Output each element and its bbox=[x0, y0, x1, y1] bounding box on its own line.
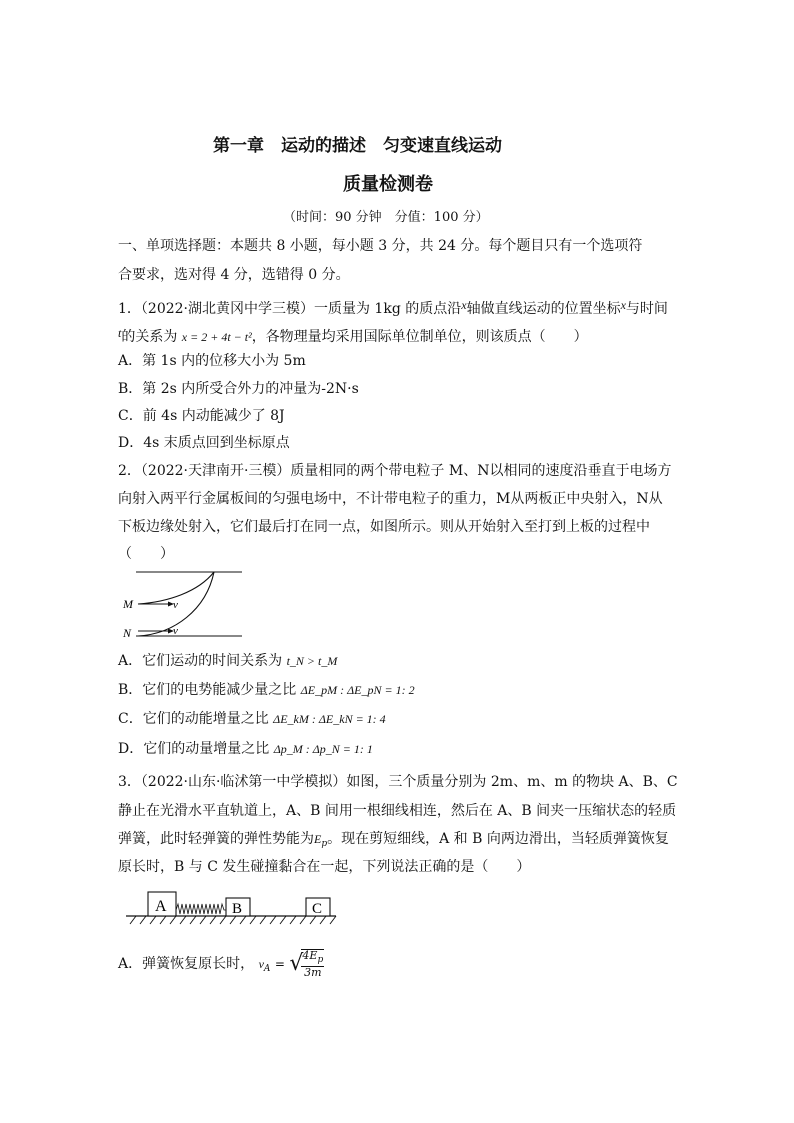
q2-option-b: B．它们的电势能减少量之比 ΔE_pM : ΔE_pN = 1: 2 bbox=[118, 682, 415, 698]
q1-option-c: C．前 4s 内动能减少了 8J bbox=[118, 408, 285, 424]
q3-ep-sub: p bbox=[321, 839, 328, 849]
q2-answer-paren: （ ） bbox=[118, 546, 174, 562]
q1-equation: x = 2 + 4t − t² bbox=[181, 330, 252, 344]
q3-spring bbox=[176, 904, 226, 914]
time-score: （时间：90 分钟 分值：100 分） bbox=[283, 210, 489, 225]
q3-equals: = bbox=[274, 957, 285, 971]
q3-stem-line3: 弹簧，此时轻弹簧的弹性势能为$E_p$。现在剪短细线，A 和 B 向两边滑出，当轻质弹簧恢复 bbox=[118, 831, 669, 849]
q3-label-b: B bbox=[232, 901, 243, 917]
q2-figure bbox=[118, 566, 248, 646]
q2-label-n: N bbox=[123, 626, 132, 640]
exam-title: 质量检测卷 bbox=[343, 174, 433, 195]
q2-option-c-math: ΔE_kM : ΔE_kN = 1: 4 bbox=[273, 712, 386, 726]
q1-option-d: D．4s 末质点回到坐标原点 bbox=[118, 435, 290, 451]
section-heading-line1: 一、单项选择题：本题共 8 小题，每小题 3 分，共 24 分。每个题目只有一个选项符 bbox=[118, 238, 643, 254]
q2-option-d: D．它们的动量增量之比 Δp_M : Δp_N = 1: 1 bbox=[118, 741, 373, 757]
q2-option-c: C．它们的动能增量之比 ΔE_kM : ΔE_kN = 1: 4 bbox=[118, 711, 386, 727]
section-heading-line2: 合要求，选对得 4 分，选错得 0 分。 bbox=[118, 267, 350, 283]
q2-label-v-n: v bbox=[173, 625, 178, 637]
q3-label-c: C bbox=[312, 901, 323, 917]
q2-stem-line1: 2．（2022·天津南开·三模）质量相同的两个带电粒子 M、N以相同的速度沿垂直于电场方 bbox=[118, 463, 672, 479]
q2-option-a-math: t_N > t_M bbox=[286, 654, 338, 668]
q2-label-m: M bbox=[123, 597, 133, 611]
q3-fraction: $\frac{4E_p}{3m}$ bbox=[302, 949, 324, 979]
q3-option-a: A．弹簧恢复原长时， $v_A$ = √ $\frac{4E_p}{3m}$ bbox=[118, 949, 324, 979]
q3-label-a: A bbox=[155, 898, 167, 915]
q3-ground-hatch bbox=[130, 916, 336, 924]
q3-va: v bbox=[258, 957, 264, 971]
q1-option-b: B．第 2s 内所受合外力的冲量为-2N·s bbox=[118, 381, 359, 397]
q3-va-sub: A bbox=[263, 964, 271, 974]
chapter-title: 第一章 运动的描述 匀变速直线运动 bbox=[213, 136, 502, 156]
q1-stem-line1: 1．（2022·湖北黄冈中学三模）一质量为 1kg 的质点沿x轴做直线运动的位置坐标x与时间 bbox=[118, 298, 668, 317]
q1-stem-line2: t的关系为 x = 2 + 4t − t²，各物理量均采用国际单位制单位，则该质点（ ） bbox=[118, 326, 588, 345]
q3-stem-line2: 静止在光滑水平直轨道上，A、B 间用一根细线相连，然后在 A、B 间夹一压缩状态的轻质 bbox=[118, 803, 677, 819]
q3-figure bbox=[122, 886, 342, 928]
q1-option-a: A．第 1s 内的位移大小为 5m bbox=[118, 353, 306, 369]
q2-option-d-math: Δp_M : Δp_N = 1: 1 bbox=[273, 742, 373, 756]
q1-x-var2: x bbox=[620, 298, 626, 312]
q2-option-a: A．它们运动的时间关系为 t_N > t_M bbox=[118, 653, 338, 669]
q1-t-var: t bbox=[118, 326, 122, 340]
q2-label-v-m: v bbox=[173, 599, 178, 611]
q3-stem-line4: 原长时，B 与 C 发生碰撞黏合在一起，下列说法正确的是（ ） bbox=[118, 859, 531, 875]
q3-ep: E bbox=[314, 832, 322, 846]
q1-x-var: x bbox=[461, 298, 467, 312]
q2-stem-line3: 下板边缘处射入，它们最后打在同一点，如图所示。则从开始射入至打到上板的过程中 bbox=[118, 519, 650, 535]
q2-stem-line2: 向射入两平行金属板间的匀强电场中，不计带电粒子的重力，M从两板正中央射入，N从 bbox=[118, 491, 663, 507]
q3-sqrt: √ bbox=[289, 951, 304, 976]
q3-stem-line1: 3．（2022·山东·临沭第一中学模拟）如图，三个质量分别为 2m、m、m 的物块 A、B、C bbox=[118, 774, 678, 790]
q2-option-b-math: ΔE_pM : ΔE_pN = 1: 2 bbox=[300, 683, 415, 697]
